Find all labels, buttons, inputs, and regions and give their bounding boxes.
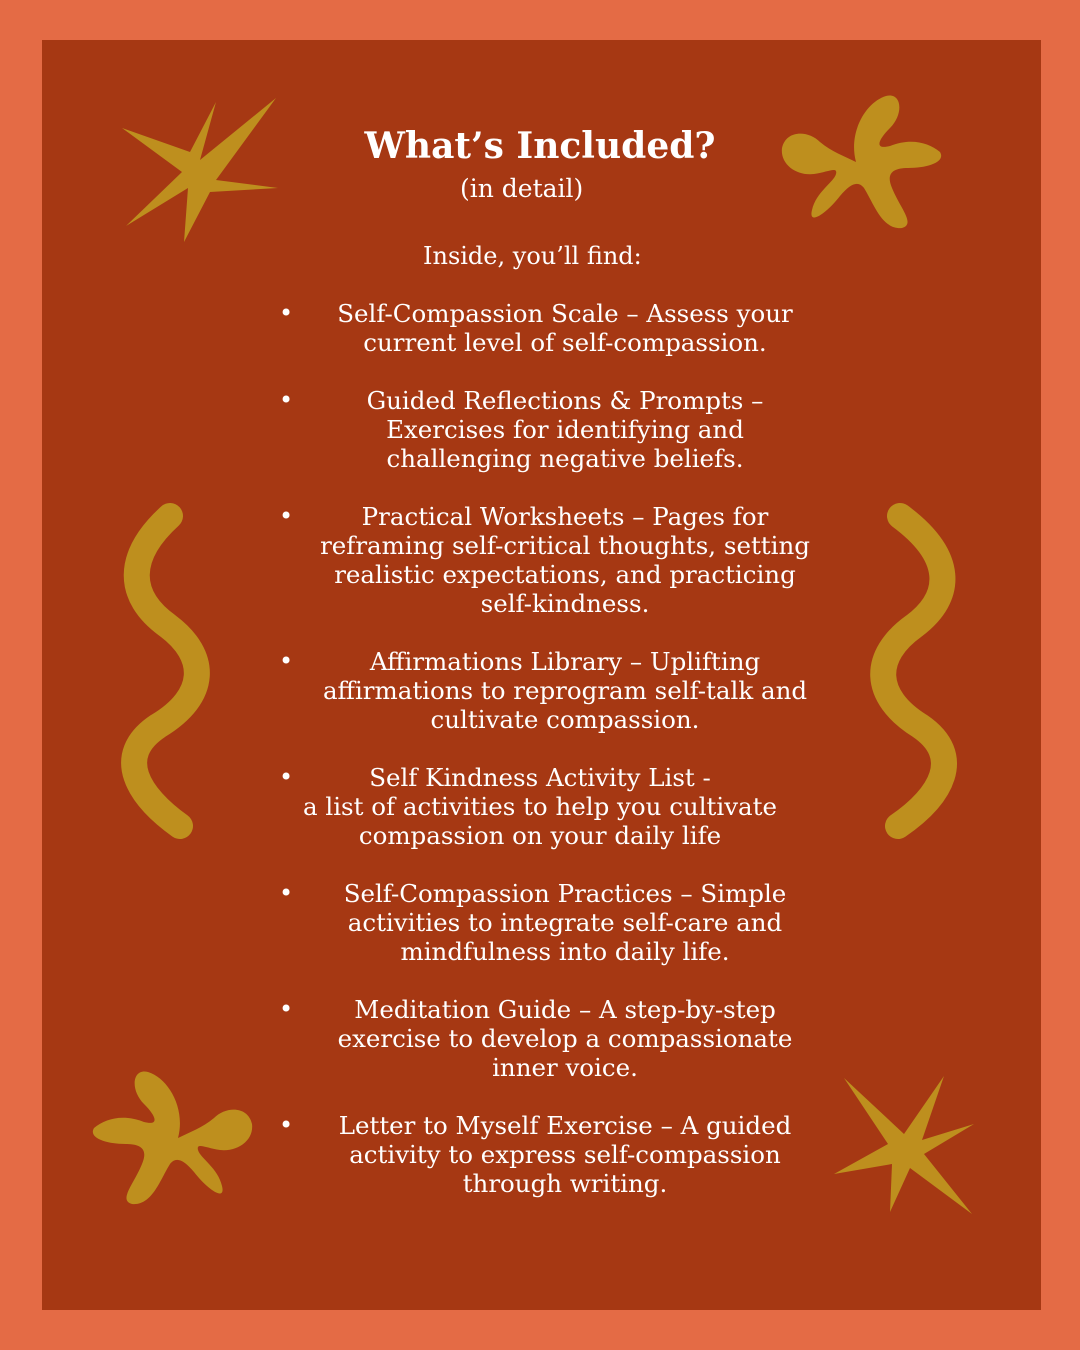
list-item-text: Meditation Guide – A step-by-step exercise to develop a compassionate inner voice. (337, 995, 793, 1082)
squiggle-icon (862, 496, 962, 848)
starburst-icon (830, 1070, 980, 1220)
squiggle-icon (118, 496, 218, 848)
bullet-icon: • (279, 995, 294, 1023)
bullet-icon: • (279, 763, 294, 791)
bullet-icon: • (279, 502, 294, 530)
page-title: What’s Included? (364, 125, 716, 167)
bullet-icon: • (279, 386, 294, 414)
list-item-text: Letter to Myself Exercise – A guided activity to express self-compassion through writing. (338, 1111, 792, 1198)
list-item-text: Affirmations Library – Uplifting affirmations to reprogram self-talk and cultivate compassion. (322, 647, 808, 734)
bullet-icon: • (279, 1111, 294, 1139)
list-item-text: Practical Worksheets – Pages for reframing self-critical thoughts, setting realistic expectations, and practicing self-kindness. (320, 502, 810, 618)
list-item-text: Self Kindness Activity List - a list of activities to help you cultivate compassion on your daily life (302, 763, 778, 850)
list-item-text: Self-Compassion Scale – Assess your current level of self-compassion. (337, 299, 793, 357)
bullet-icon: • (279, 647, 294, 675)
bullet-icon: • (279, 879, 294, 907)
list-item-text: Guided Reflections & Prompts – Exercises for identifying and challenging negative beliefs. (366, 386, 764, 473)
intro-text: Inside, you’ll find: (423, 242, 642, 270)
starburst-icon (118, 92, 282, 244)
flower-blob-icon (86, 1068, 256, 1208)
page-subtitle: (in detail) (460, 174, 584, 203)
bullet-icon: • (279, 299, 294, 327)
list-item-text: Self-Compassion Practices – Simple activities to integrate self-care and mindfulness into daily life. (343, 879, 787, 966)
